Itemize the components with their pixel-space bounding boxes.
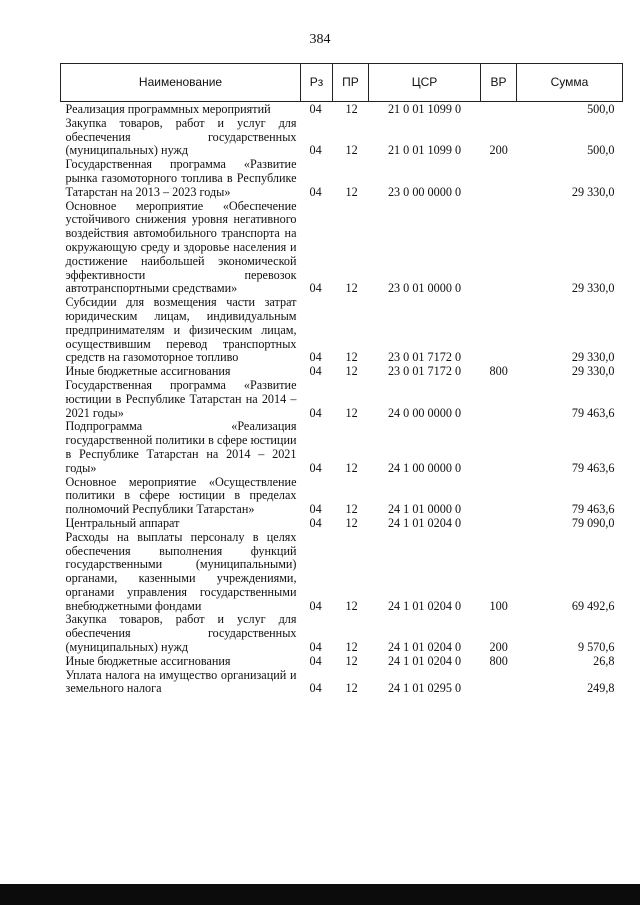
row-vr	[481, 517, 517, 531]
row-sum: 26,8	[593, 653, 615, 668]
row-sum: 79 463,6	[571, 405, 615, 420]
page-number: 384	[309, 32, 331, 47]
row-pr: 12	[345, 653, 358, 668]
row-sum: 79 090,0	[571, 515, 615, 530]
row-pr: 12	[345, 460, 358, 475]
row-name: Закупка товаров, работ и услуг для обеспечения государственных (муниципальных) нужд	[65, 612, 297, 655]
table-row	[61, 517, 623, 531]
row-rz: 04	[309, 350, 322, 365]
table-row	[61, 296, 623, 365]
column-header-rz: Рз	[301, 64, 333, 102]
row-sum: 29 330,0	[571, 350, 615, 365]
table-row	[61, 476, 623, 517]
row-pr: 12	[345, 364, 358, 379]
table-row	[61, 158, 623, 199]
row-sum: 69 492,6	[571, 598, 615, 613]
row-name: Расходы на выплаты персоналу в целях обеспечения выполнения функций государственными (муниципальными) органами, казенными учреждениями, органами управления государственными внебюджетными фондами	[65, 529, 297, 613]
table-row	[61, 531, 623, 614]
row-sum: 79 463,6	[571, 502, 615, 517]
row-name: Центральный аппарат	[65, 515, 180, 530]
table-row	[61, 655, 623, 669]
column-header-csr: ЦСР	[369, 64, 481, 102]
row-vr: 800	[489, 653, 508, 668]
row-pr: 12	[345, 515, 358, 530]
row-rz: 04	[309, 281, 322, 296]
row-sum: 29 330,0	[571, 184, 615, 199]
row-name: Субсидии для возмещения части затрат юридическим лицам, индивидуальным предпринимателям и физическим лицам, осуществившим перевод транспортных средств на газомоторное топливо	[65, 295, 297, 365]
row-name: Государственная программа «Развитие юстиции в Республике Татарстан на 2014 – 2021 годы»	[65, 377, 297, 420]
row-name: Уплата налога на имущество организаций и земельного налога	[65, 667, 297, 696]
row-csr: 24 1 01 0204 0	[387, 515, 462, 530]
row-rz: 04	[309, 640, 322, 655]
table-row	[61, 420, 623, 475]
row-sum: 29 330,0	[571, 281, 615, 296]
table-row	[61, 669, 623, 697]
row-pr: 12	[345, 143, 358, 158]
row-rz: 04	[309, 143, 322, 158]
table-row	[61, 379, 623, 420]
column-header-sum: Сумма	[517, 64, 623, 102]
row-vr: 100	[489, 598, 508, 613]
row-vr: 800	[489, 364, 508, 379]
row-name: Реализация программных мероприятий	[65, 102, 271, 116]
row-rz: 04	[309, 102, 322, 116]
row-csr: 23 0 01 0000 0	[387, 281, 462, 296]
row-sum: 9 570,6	[577, 640, 615, 655]
row-vr	[481, 296, 517, 365]
row-rz: 04	[309, 460, 322, 475]
row-csr: 24 0 00 0000 0	[387, 405, 462, 420]
row-rz: 04	[309, 515, 322, 530]
row-pr: 12	[345, 102, 358, 116]
row-csr: 23 0 01 7172 0	[387, 350, 462, 365]
row-vr	[481, 102, 517, 117]
row-pr: 12	[345, 184, 358, 199]
row-sum: 500,0	[587, 143, 615, 158]
row-csr: 24 1 01 0204 0	[387, 598, 462, 613]
row-csr: 23 0 00 0000 0	[387, 184, 462, 199]
row-pr: 12	[345, 502, 358, 517]
row-name: Государственная программа «Развитие рынка газомоторного топлива в Республике Татарстан на 2013 – 2023 годы»	[65, 157, 297, 199]
row-csr: 24 1 01 0295 0	[387, 681, 462, 696]
table-row	[61, 117, 623, 158]
row-csr: 21 0 01 1099 0	[387, 143, 462, 158]
column-header-name: Наименование	[61, 64, 301, 102]
table-row	[61, 200, 623, 297]
row-csr: 21 0 01 1099 0	[387, 102, 462, 116]
row-vr	[481, 379, 517, 420]
row-csr: 24 1 01 0000 0	[387, 502, 462, 517]
table-header-row	[61, 64, 623, 102]
row-name: Закупка товаров, работ и услуг для обеспечения государственных (муниципальных) нужд	[65, 115, 297, 158]
row-sum: 249,8	[587, 681, 615, 696]
row-rz: 04	[309, 598, 322, 613]
row-pr: 12	[345, 640, 358, 655]
row-csr: 23 0 01 7172 0	[387, 364, 462, 379]
row-rz: 04	[309, 364, 322, 379]
row-pr: 12	[345, 350, 358, 365]
row-csr: 24 1 01 0204 0	[387, 653, 462, 668]
row-pr: 12	[345, 405, 358, 420]
row-name: Основное мероприятие «Осуществление политики в сфере юстиции в пределах полномочий Республики Татарстан»	[65, 474, 297, 517]
budget-table	[60, 63, 623, 696]
column-header-vr: ВР	[481, 64, 517, 102]
row-sum: 79 463,6	[571, 460, 615, 475]
row-vr	[481, 158, 517, 199]
row-name: Основное мероприятие «Обеспечение устойчивого снижения уровня негативного воздействия автомобильного транспорта на окружающую среду и здоровье населения и достижение наибольшей экономической эффективности перевозок автотранспортными средствами»	[65, 198, 297, 296]
row-rz: 04	[309, 681, 322, 696]
row-csr: 24 1 01 0204 0	[387, 640, 462, 655]
table-row	[61, 613, 623, 654]
row-sum: 500,0	[587, 102, 615, 116]
table-row	[61, 102, 623, 117]
row-vr: 200	[489, 640, 508, 655]
row-vr	[481, 420, 517, 475]
row-vr	[481, 200, 517, 297]
row-pr: 12	[345, 598, 358, 613]
table-row	[61, 365, 623, 379]
row-csr: 24 1 00 0000 0	[387, 460, 462, 475]
row-rz: 04	[309, 653, 322, 668]
row-name: Иные бюджетные ассигнования	[65, 653, 231, 668]
row-name: Подпрограмма «Реализация государственной политики в сфере юстиции в Республике Татарстан на 2014 – 2021 годы»	[65, 419, 297, 475]
row-name: Иные бюджетные ассигнования	[65, 364, 231, 379]
column-header-pr: ПР	[333, 64, 369, 102]
row-rz: 04	[309, 405, 322, 420]
row-pr: 12	[345, 681, 358, 696]
row-vr	[481, 669, 517, 697]
row-vr: 200	[489, 143, 508, 158]
scan-edge-bar	[0, 884, 640, 905]
row-pr: 12	[345, 281, 358, 296]
row-rz: 04	[309, 184, 322, 199]
row-vr	[481, 476, 517, 517]
row-sum: 29 330,0	[571, 364, 615, 379]
row-rz: 04	[309, 502, 322, 517]
